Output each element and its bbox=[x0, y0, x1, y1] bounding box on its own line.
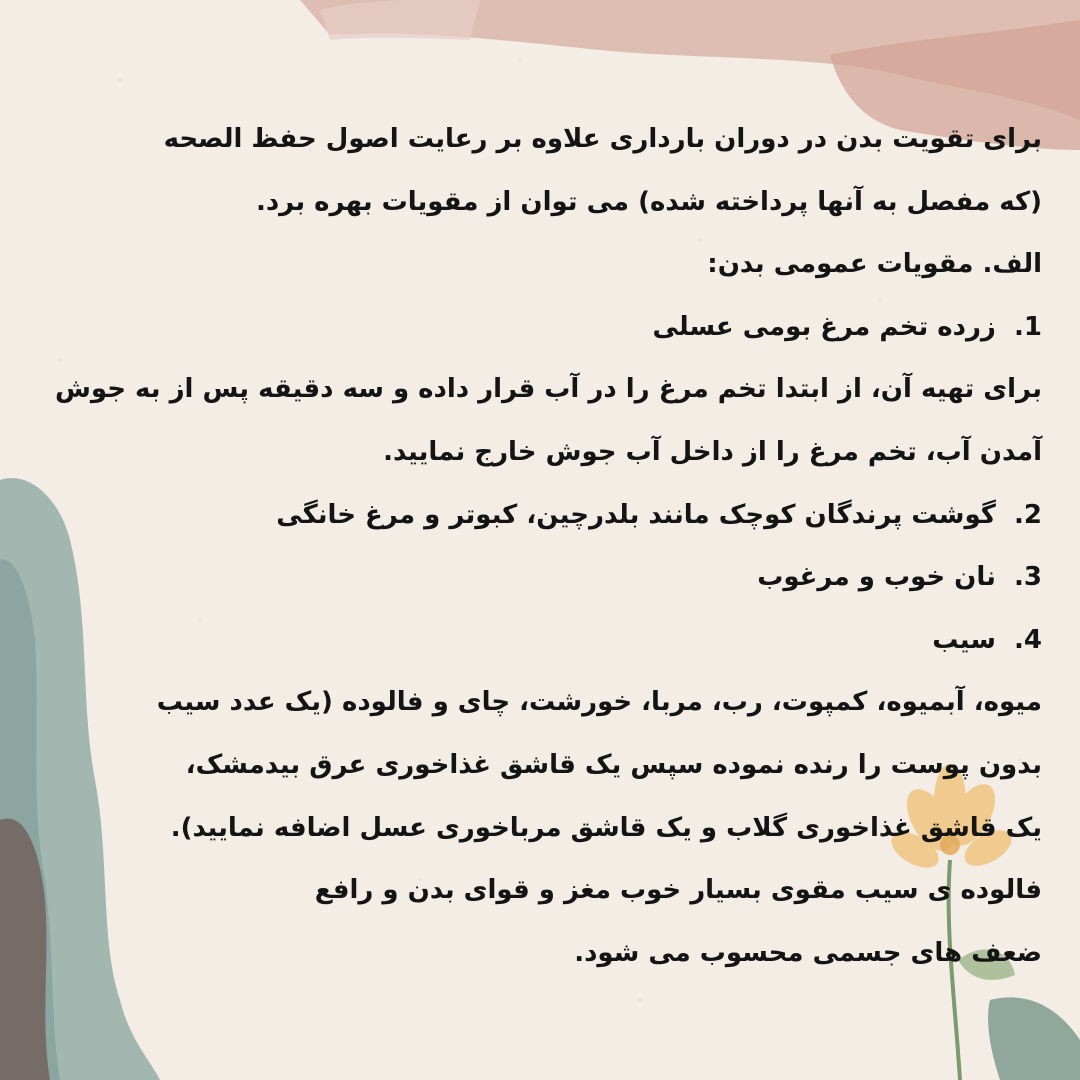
list-number: 1. bbox=[1014, 311, 1042, 342]
line-text: فالوده ی سیب مقوی بسیار خوب مغز و قوای بدن و رافع bbox=[314, 875, 1042, 906]
list-item-text: زرده تخم مرغ بومی عسلی bbox=[652, 311, 996, 342]
list-item-text: نان خوب و مرغوب bbox=[757, 562, 996, 593]
line-text: برای تقویت بدن در دوران بارداری علاوه بر رعایت اصول حفظ الصحه bbox=[163, 124, 1042, 154]
text-line-2 bbox=[20, 171, 1042, 234]
section-heading bbox=[20, 233, 1042, 296]
list-item-4 bbox=[20, 609, 1042, 672]
text-line-11 bbox=[20, 734, 1042, 797]
list-item-3 bbox=[20, 546, 1042, 609]
list-number: 4. bbox=[1014, 624, 1042, 655]
list-number: 3. bbox=[1014, 562, 1042, 593]
line-text: برای تهیه آن، از ابتدا تخم مرغ را در آب قرار داده و سه دقیقه پس از به جوش bbox=[55, 374, 1042, 405]
list-item-text: گوشت پرندگان کوچک مانند بلدرچین، کبوتر و مرغ خانگی bbox=[276, 499, 996, 530]
line-text: ضعف های جسمی محسوب می شود. bbox=[574, 937, 1042, 968]
line-text: میوه، آبمیوه، کمپوت، رب، مربا، خورشت، چای و فالوده (یک عدد سیب bbox=[156, 687, 1042, 718]
article-text bbox=[20, 108, 1042, 984]
text-line-13 bbox=[20, 859, 1042, 922]
line-text: بدون پوست را رنده نموده سپس یک قاشق غذاخوری عرق بیدمشک، bbox=[185, 749, 1042, 780]
text-line-6 bbox=[20, 421, 1042, 484]
list-item-1 bbox=[20, 296, 1042, 359]
text-line-12 bbox=[20, 797, 1042, 860]
line-text: یک قاشق غذاخوری گلاب و یک قاشق مرباخوری عسل اضافه نمایید). bbox=[170, 812, 1042, 843]
list-item-2 bbox=[20, 484, 1042, 547]
list-number: 2. bbox=[1014, 499, 1042, 530]
line-text: الف. مقویات عمومی بدن: bbox=[707, 249, 1042, 280]
text-line-10 bbox=[20, 671, 1042, 734]
text-line-1 bbox=[20, 108, 1042, 171]
text-line-14 bbox=[20, 922, 1042, 985]
text-line-5 bbox=[20, 358, 1042, 421]
line-text: (که مفصل به آنها پرداخته شده) می توان از مقویات بهره برد. bbox=[255, 186, 1042, 217]
list-item-text: سیب bbox=[932, 624, 996, 655]
line-text: آمدن آب، تخم مرغ را از داخل آب جوش خارج نمایید. bbox=[383, 436, 1042, 467]
